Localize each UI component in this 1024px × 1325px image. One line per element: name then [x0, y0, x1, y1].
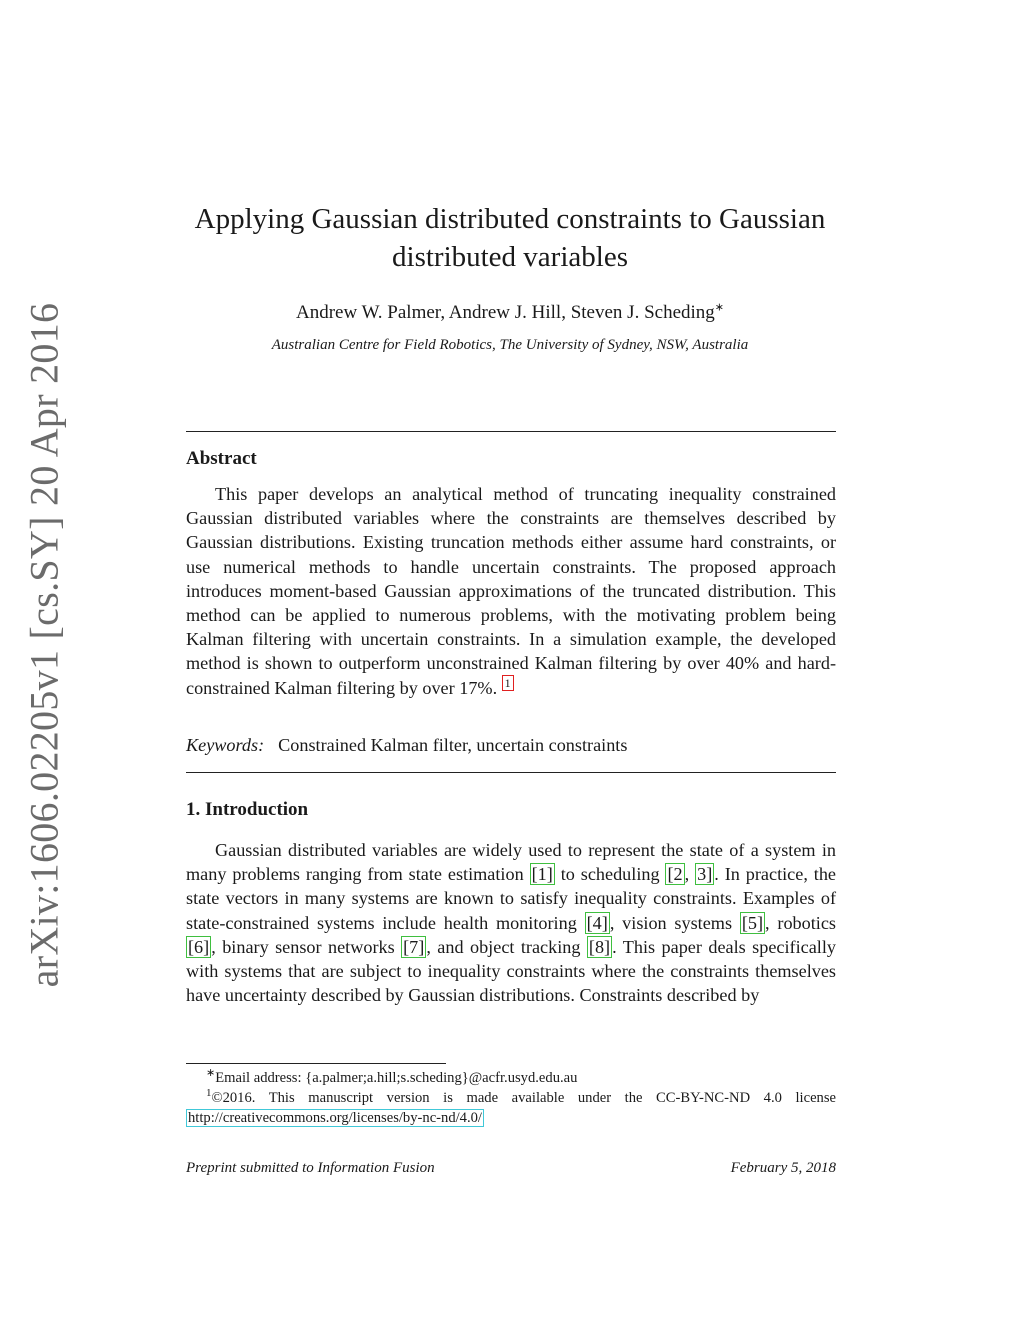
- footnote-license: [186, 1088, 836, 1128]
- citation-link[interactable]: [5]: [741, 912, 764, 933]
- citation-link[interactable]: [6]: [188, 936, 210, 957]
- keywords-text: Constrained Kalman filter, uncertain constraints: [278, 735, 628, 755]
- keywords: [186, 735, 836, 756]
- intro-text: , and object tracking: [426, 936, 587, 957]
- footnote-rule: [186, 1063, 446, 1064]
- footer-date: February 5, 2018: [730, 1160, 836, 1176]
- introduction-paragraph: [186, 838, 836, 1007]
- citation-link[interactable]: [2: [667, 864, 683, 885]
- email-footnote-mark: ∗: [206, 1067, 216, 1080]
- intro-text: Gaussian distributed variables are widely used to represent the state of a system in many problems ranging from state estimation: [186, 840, 836, 885]
- intro-text: , vision systems: [609, 912, 740, 933]
- citation-link[interactable]: [7]: [403, 936, 425, 957]
- author-list: [150, 302, 870, 324]
- citation-link[interactable]: [8]: [588, 936, 611, 957]
- citation-link[interactable]: 3]: [697, 864, 713, 885]
- intro-text: . This paper deals specifically with systems that are subject to inequality constraints where the constraints themselves have uncertainty described by Gaussian distributions. Constraints described by: [186, 936, 836, 1006]
- introduction-heading: 1. Introduction: [186, 799, 309, 820]
- footnote-email: [186, 1068, 836, 1088]
- footer-preprint-note: Preprint submitted to Information Fusion: [186, 1160, 435, 1176]
- abstract-top-rule: [186, 431, 836, 432]
- author-footnote-mark: ∗: [714, 301, 724, 314]
- license-text: ©2016. This manuscript version is made available under the CC-BY-NC-ND 4.0 license: [211, 1090, 836, 1106]
- keywords-label: Keywords:: [186, 735, 265, 755]
- license-footnote-mark: 1: [206, 1087, 212, 1100]
- citation-link[interactable]: [1]: [531, 864, 553, 885]
- abstract-footnote-link[interactable]: 1: [502, 675, 514, 691]
- abstract-body: [186, 482, 836, 700]
- license-url-link[interactable]: http://creativecommons.org/licenses/by-nc-nd/4.0/: [188, 1110, 482, 1126]
- paper-title: Applying Gaussian distributed constraints to Gaussian distributed variables: [194, 203, 826, 273]
- abstract-text: This paper develops an analytical method of truncating inequality constrained Gaussian distributed variables where the constraints are themselves described by Gaussian distributions. Existing truncation methods either assume hard constraints, or use numerical methods to handle uncertain constraints. The proposed approach introduces moment-based Gaussian approximations of the truncated distribution. This method can be applied to numerous problems, with the motivating problem being Kalman filtering with uncertain constraints. In a simulation example, the developed method is shown to outperform unconstrained Kalman filtering by over 40% and hard-constrained Kalman filtering by over 17%.: [186, 484, 836, 698]
- arxiv-identifier: arXiv:1606.02205v1 [cs.SY] 20 Apr 2016: [21, 302, 67, 988]
- intro-text: , binary sensor networks: [211, 936, 402, 957]
- intro-text: . In practice, the state vectors in many systems are known to satisfy inequality constraints. Examples of state-constrained systems include health monitoring: [186, 864, 837, 933]
- intro-text: ,: [684, 864, 696, 885]
- abstract-heading: Abstract: [186, 448, 257, 469]
- email-address: Email address: {a.palmer;a.hill;s.scheding}@acfr.usyd.edu.au: [215, 1070, 578, 1086]
- intro-text: , robotics: [765, 912, 836, 933]
- author-names: Andrew W. Palmer, Andrew J. Hill, Steven J. Scheding: [296, 302, 715, 323]
- citation-link[interactable]: [4]: [586, 912, 608, 933]
- affiliation: Australian Centre for Field Robotics, The University of Sydney, NSW, Australia: [271, 337, 749, 353]
- abstract-bottom-rule: [186, 772, 836, 773]
- intro-text: to scheduling: [554, 864, 666, 885]
